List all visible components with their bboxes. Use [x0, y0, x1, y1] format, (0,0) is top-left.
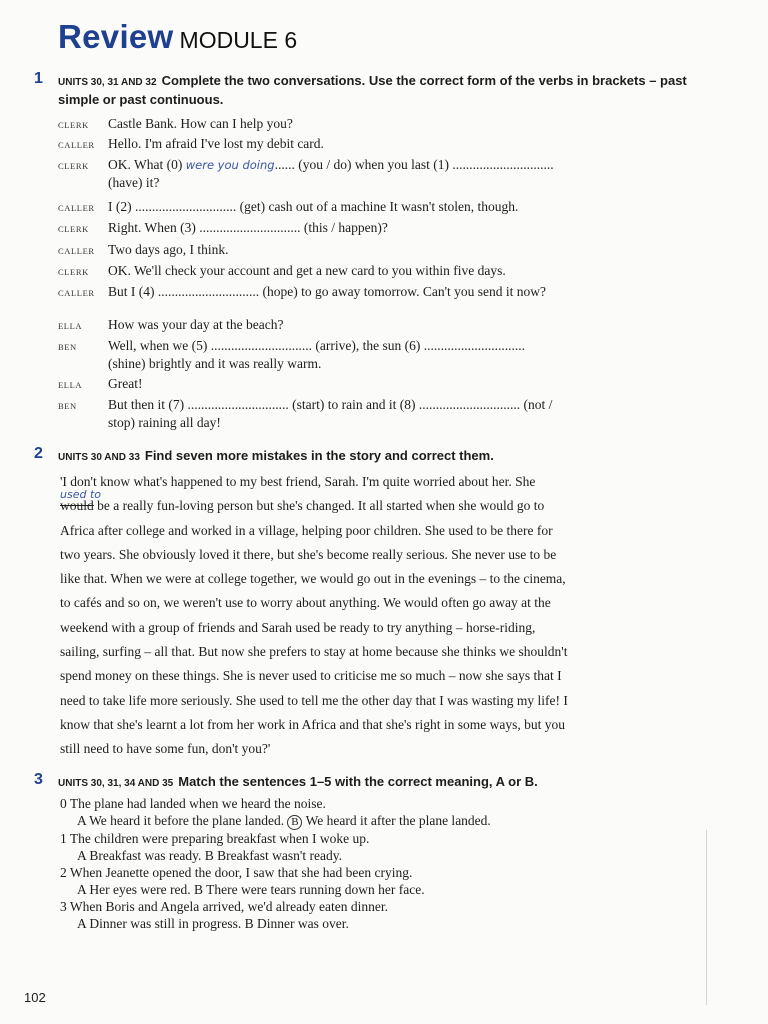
question-text: The children were preparing breakfast when I woke up. [69, 831, 370, 846]
line-text: Hello. I'm afraid I've lost my debit card. [108, 136, 324, 151]
units-ref: UNITS 30 AND 33 [58, 452, 140, 463]
exercise-number: 2 [34, 445, 43, 462]
line-text: Castle Bank. How can I help you? [108, 116, 293, 131]
option-b: B Dinner was over. [244, 916, 349, 931]
exercise-instruction [58, 447, 698, 466]
item-number: 2 [60, 865, 67, 880]
story-line: Africa after college and worked in a village, helping poor children. She used to be there for [60, 522, 553, 538]
option-b: We heard it after the plane landed. [302, 813, 491, 828]
speaker: CLERK [58, 267, 89, 277]
page-title [58, 18, 297, 56]
speaker: CALLER [58, 246, 95, 256]
line-text [108, 337, 656, 373]
speaker: ELLA [58, 380, 83, 390]
line-text: Right. When (3) .............................. (this / happen)? [108, 220, 388, 235]
option-a: A Dinner was still in progress. [77, 916, 242, 931]
item-number: 3 [60, 899, 67, 914]
story-line: 'I don't know what's happened to my best friend, Sarah. I'm quite worried about her. She [60, 474, 536, 489]
text-after: ...... (you / do) when you last (1) .............................. [274, 157, 554, 172]
story-line: spend money on these things. She is never used to criticise me so much – now she says that I [60, 668, 562, 684]
options [60, 847, 650, 864]
handwritten-correction: used to [60, 488, 101, 501]
exercise-number: 1 [34, 70, 43, 87]
option-a: A Her eyes were red. [77, 882, 191, 897]
line-text [108, 156, 656, 192]
exercise-number: 3 [34, 771, 43, 788]
question [60, 830, 650, 847]
speaker: BEN [58, 342, 77, 352]
text-line2: (shine) brightly and it was really warm. [108, 356, 322, 371]
line-rest: be a really fun-loving person but she's changed. It all started when she would go to [93, 498, 545, 514]
question [60, 795, 650, 812]
units-ref: UNITS 30, 31, 34 AND 35 [58, 778, 174, 789]
line-text: How was your day at the beach? [108, 317, 284, 332]
option-a: A We heard it before the plane landed. [77, 813, 285, 828]
story-text [60, 470, 650, 762]
line-text [108, 396, 656, 432]
line-text: Two days ago, I think. [108, 242, 229, 257]
speaker: CALLER [58, 140, 95, 150]
line-text: OK. We'll check your account and get a new card to you within five days. [108, 263, 506, 278]
option-a: A Breakfast was ready. [77, 848, 202, 863]
units-ref: UNITS 30, 31 AND 32 [58, 77, 157, 88]
title-module: MODULE 6 [179, 27, 298, 53]
question [60, 864, 650, 881]
speaker: CLERK [58, 224, 89, 234]
speaker: CALLER [58, 203, 95, 213]
line-text: I (2) .............................. (get) cash out of a machine It wasn't stolen, though. [108, 199, 519, 214]
question-text: When Jeanette opened the door, I saw that she had been crying. [69, 865, 413, 880]
text-line2: stop) raining all day! [108, 415, 221, 430]
handwritten-answer: were you doing [185, 158, 275, 172]
story-line: know that she's learnt a lot from her work in Africa and that she's right in some ways, but you [60, 716, 566, 732]
title-review: Review [58, 18, 174, 55]
instruction-text: Match the sentences 1–5 with the correct meaning, A or B. [178, 774, 538, 789]
story-line: weekend with a group of friends and Sarah used be ready to try anything – horse-riding, [60, 619, 536, 635]
instruction-text: Complete the two conversations. Use the correct form of the verbs in brackets – past simple or past continuous. [58, 73, 687, 107]
question-text: The plane had landed when we heard the noise. [69, 796, 326, 811]
text-line1: Well, when we (5) .............................. (arrive), the sun (6) .............................. [108, 338, 525, 353]
struck-word: would [60, 498, 94, 514]
text-line2: (have) it? [108, 175, 160, 190]
text-before: OK. What (0) [108, 157, 183, 172]
options [60, 915, 650, 932]
story-line: to cafés and so on, we weren't use to worry about anything. We would often go away at the [60, 595, 551, 611]
options [60, 881, 650, 898]
story-line: need to take life more seriously. She used to tell me the other day that I was wasting my life! I [60, 692, 568, 708]
instruction-text: Find seven more mistakes in the story and correct them. [144, 448, 494, 463]
story-line [60, 494, 650, 518]
speaker: CLERK [58, 120, 89, 130]
story-line: like that. When we were at college together, we would go out in the evenings – to the cinema, [60, 571, 566, 587]
story-line: sailing, surfing – all that. But now she prefers to stay at home because she thinks we shouldn't [60, 644, 568, 660]
item-number: 0 [60, 796, 67, 811]
speaker: CALLER [58, 288, 95, 298]
page-number: 102 [24, 990, 46, 1005]
options [60, 812, 650, 830]
speaker: BEN [58, 401, 77, 411]
story-line: two years. She obviously loved it there, but she's become really serious. She never use to be [60, 546, 557, 562]
exercise-instruction [58, 773, 698, 792]
line-text: But I (4) .............................. (hope) to go away tomorrow. Can't you send it now? [108, 284, 546, 299]
exercise-instruction [58, 72, 698, 108]
option-b: B Breakfast wasn't ready. [204, 848, 342, 863]
question-text: When Boris and Angela arrived, we'd already eaten dinner. [69, 899, 388, 914]
story-line: still need to have some fun, don't you?' [60, 741, 271, 757]
question [60, 898, 650, 915]
item-number: 1 [60, 831, 67, 846]
circled-answer: B [287, 815, 302, 830]
speaker: CLERK [58, 161, 89, 171]
page-fold-line [706, 830, 707, 1005]
speaker: ELLA [58, 321, 83, 331]
option-b: B There were tears running down her face. [193, 882, 425, 897]
text-line1: But then it (7) .............................. (start) to rain and it (8) .............................. (not / [108, 397, 553, 412]
line-text: Great! [108, 376, 143, 391]
matching-items [60, 795, 650, 932]
